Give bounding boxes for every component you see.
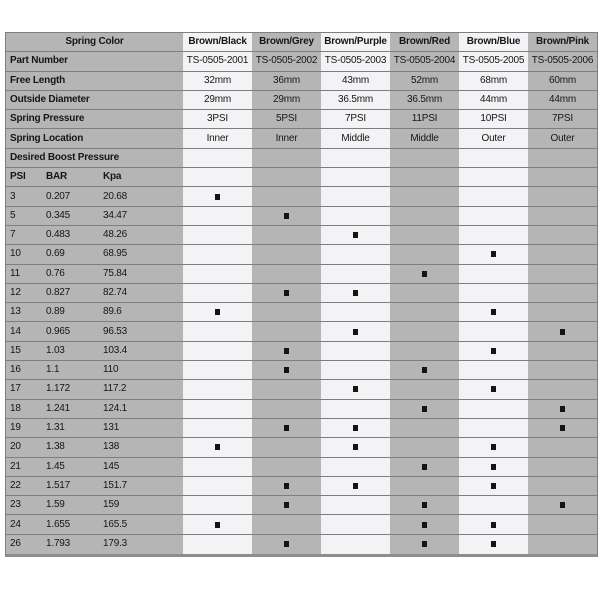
mark-cell-brown-black (183, 515, 252, 533)
boost-mark-square (353, 386, 358, 392)
mark-cell-brown-blue (459, 458, 528, 476)
mark-cell-brown-red (390, 380, 459, 398)
spec-value-brown-blue: 44mm (459, 91, 528, 109)
mark-cell-brown-pink (528, 477, 597, 495)
bar-cell: 0.827 (42, 284, 99, 302)
spec-value-brown-blue: Outer (459, 129, 528, 147)
mark-cell-brown-grey (252, 400, 321, 418)
bar-cell: 1.517 (42, 477, 99, 495)
mark-cell-brown-black (183, 400, 252, 418)
psi-cell: 14 (6, 322, 42, 340)
mark-cell-brown-purple (321, 400, 390, 418)
mark-cell-brown-pink (528, 458, 597, 476)
bar-cell: 0.69 (42, 245, 99, 263)
mark-cell-brown-grey (252, 322, 321, 340)
unit-header-psi: PSI (6, 168, 42, 186)
bar-cell: 1.1 (42, 361, 99, 379)
spec-value-brown-red: Middle (390, 129, 459, 147)
bar-cell: 0.345 (42, 207, 99, 225)
boost-mark-square (491, 444, 496, 450)
kpa-cell: 75.84 (99, 265, 183, 283)
mark-cell-brown-purple (321, 303, 390, 321)
boost-mark-square (353, 444, 358, 450)
mark-cell-brown-red (390, 458, 459, 476)
psi-cell: 13 (6, 303, 42, 321)
empty-cell (390, 149, 459, 167)
boost-mark-square (422, 271, 427, 277)
mark-cell-brown-pink (528, 438, 597, 456)
boost-row-psi-19 (6, 419, 597, 438)
mark-cell-brown-red (390, 207, 459, 225)
boost-mark-square (353, 329, 358, 335)
mark-cell-brown-red (390, 438, 459, 456)
spec-value-brown-black: 32mm (183, 72, 252, 90)
color-header-brown-purple: Brown/Purple (321, 33, 390, 51)
boost-mark-square (284, 290, 289, 296)
boost-mark-square (491, 464, 496, 470)
empty-cell (183, 149, 252, 167)
spec-value-brown-pink: 44mm (528, 91, 597, 109)
mark-cell-brown-grey (252, 303, 321, 321)
bar-cell: 1.793 (42, 535, 99, 554)
psi-cell: 23 (6, 496, 42, 514)
mark-cell-brown-grey (252, 361, 321, 379)
kpa-cell: 117.2 (99, 380, 183, 398)
mark-cell-brown-pink (528, 207, 597, 225)
psi-cell: 15 (6, 342, 42, 360)
mark-cell-brown-red (390, 342, 459, 360)
empty-cell (252, 149, 321, 167)
psi-cell: 17 (6, 380, 42, 398)
spec-row-spring-location (6, 129, 597, 148)
kpa-cell: 68.95 (99, 245, 183, 263)
mark-cell-brown-grey (252, 515, 321, 533)
boost-mark-square (491, 483, 496, 489)
unit-header-bar: BAR (42, 168, 99, 186)
mark-cell-brown-blue (459, 477, 528, 495)
boost-mark-square (422, 464, 427, 470)
color-header-brown-red: Brown/Red (390, 33, 459, 51)
spec-value-brown-purple: TS-0505-2003 (321, 52, 390, 70)
mark-cell-brown-black (183, 284, 252, 302)
mark-cell-brown-purple (321, 458, 390, 476)
mark-cell-brown-red (390, 496, 459, 514)
boost-mark-square (284, 213, 289, 219)
boost-mark-square (491, 309, 496, 315)
mark-cell-brown-purple (321, 515, 390, 533)
mark-cell-brown-blue (459, 515, 528, 533)
psi-cell: 24 (6, 515, 42, 533)
mark-cell-brown-black (183, 496, 252, 514)
boost-mark-square (422, 406, 427, 412)
mark-cell-brown-red (390, 284, 459, 302)
mark-cell-brown-grey (252, 187, 321, 205)
mark-cell-brown-pink (528, 245, 597, 263)
boost-row-psi-26 (6, 535, 597, 554)
spec-value-brown-black: TS-0505-2001 (183, 52, 252, 70)
mark-cell-brown-black (183, 380, 252, 398)
spec-value-brown-blue: TS-0505-2005 (459, 52, 528, 70)
bar-cell: 1.59 (42, 496, 99, 514)
spec-value-brown-blue: 10PSI (459, 110, 528, 128)
psi-cell: 12 (6, 284, 42, 302)
spec-value-brown-purple: 36.5mm (321, 91, 390, 109)
mark-cell-brown-purple (321, 380, 390, 398)
spec-value-brown-grey: Inner (252, 129, 321, 147)
mark-cell-brown-red (390, 477, 459, 495)
empty-cell (390, 168, 459, 186)
mark-cell-brown-purple (321, 265, 390, 283)
spec-value-brown-black: Inner (183, 129, 252, 147)
kpa-cell: 151.7 (99, 477, 183, 495)
psi-cell: 26 (6, 535, 42, 554)
mark-cell-brown-black (183, 245, 252, 263)
boost-mark-square (284, 502, 289, 508)
spec-label: Spring Location (6, 129, 183, 147)
kpa-cell: 110 (99, 361, 183, 379)
kpa-cell: 96.53 (99, 322, 183, 340)
mark-cell-brown-blue (459, 496, 528, 514)
kpa-cell: 20.68 (99, 187, 183, 205)
spec-value-brown-grey: 29mm (252, 91, 321, 109)
mark-cell-brown-grey (252, 342, 321, 360)
boost-mark-square (353, 425, 358, 431)
boost-row-psi-3 (6, 187, 597, 206)
psi-cell: 22 (6, 477, 42, 495)
boost-mark-square (284, 483, 289, 489)
mark-cell-brown-pink (528, 515, 597, 533)
spec-value-brown-pink: Outer (528, 129, 597, 147)
mark-cell-brown-grey (252, 226, 321, 244)
psi-cell: 5 (6, 207, 42, 225)
psi-cell: 3 (6, 187, 42, 205)
psi-cell: 21 (6, 458, 42, 476)
mark-cell-brown-black (183, 342, 252, 360)
mark-cell-brown-pink (528, 496, 597, 514)
psi-cell: 18 (6, 400, 42, 418)
mark-cell-brown-pink (528, 303, 597, 321)
spec-value-brown-pink: 60mm (528, 72, 597, 90)
kpa-cell: 89.6 (99, 303, 183, 321)
mark-cell-brown-purple (321, 245, 390, 263)
mark-cell-brown-blue (459, 187, 528, 205)
kpa-cell: 145 (99, 458, 183, 476)
mark-cell-brown-blue (459, 245, 528, 263)
spec-label: Part Number (6, 52, 183, 70)
spec-value-brown-grey: TS-0505-2002 (252, 52, 321, 70)
empty-cell (183, 168, 252, 186)
mark-cell-brown-blue (459, 342, 528, 360)
mark-cell-brown-blue (459, 226, 528, 244)
empty-cell (252, 168, 321, 186)
spec-label: Spring Pressure (6, 110, 183, 128)
kpa-cell: 179.3 (99, 535, 183, 554)
spec-value-brown-red: 36.5mm (390, 91, 459, 109)
mark-cell-brown-pink (528, 535, 597, 554)
boost-row-psi-24 (6, 515, 597, 534)
boost-row-psi-13 (6, 303, 597, 322)
mark-cell-brown-purple (321, 187, 390, 205)
mark-cell-brown-black (183, 477, 252, 495)
boost-row-psi-14 (6, 322, 597, 341)
boost-mark-square (215, 522, 220, 528)
mark-cell-brown-purple (321, 284, 390, 302)
unit-header-row (6, 168, 597, 187)
spring-spec-table (5, 32, 598, 557)
psi-cell: 16 (6, 361, 42, 379)
boost-mark-square (422, 522, 427, 528)
spec-value-brown-grey: 36mm (252, 72, 321, 90)
bar-cell: 1.241 (42, 400, 99, 418)
spec-value-brown-red: TS-0505-2004 (390, 52, 459, 70)
boost-mark-square (560, 425, 565, 431)
psi-cell: 20 (6, 438, 42, 456)
mark-cell-brown-blue (459, 380, 528, 398)
mark-cell-brown-black (183, 361, 252, 379)
mark-cell-brown-pink (528, 265, 597, 283)
mark-cell-brown-purple (321, 496, 390, 514)
empty-cell (321, 149, 390, 167)
boost-row-psi-15 (6, 342, 597, 361)
spec-value-brown-grey: 5PSI (252, 110, 321, 128)
mark-cell-brown-purple (321, 342, 390, 360)
kpa-cell: 165.5 (99, 515, 183, 533)
mark-cell-brown-blue (459, 400, 528, 418)
spec-value-brown-blue: 68mm (459, 72, 528, 90)
boost-mark-square (284, 348, 289, 354)
mark-cell-brown-blue (459, 322, 528, 340)
mark-cell-brown-pink (528, 342, 597, 360)
mark-cell-brown-blue (459, 438, 528, 456)
spec-value-brown-pink: 7PSI (528, 110, 597, 128)
bar-cell: 1.45 (42, 458, 99, 476)
mark-cell-brown-grey (252, 284, 321, 302)
boost-mark-square (353, 290, 358, 296)
kpa-cell: 34.47 (99, 207, 183, 225)
mark-cell-brown-pink (528, 419, 597, 437)
bar-cell: 0.207 (42, 187, 99, 205)
spec-value-brown-black: 3PSI (183, 110, 252, 128)
mark-cell-brown-red (390, 245, 459, 263)
mark-cell-brown-purple (321, 226, 390, 244)
mark-cell-brown-pink (528, 361, 597, 379)
spec-value-brown-purple: 7PSI (321, 110, 390, 128)
boost-mark-square (353, 232, 358, 238)
mark-cell-brown-grey (252, 265, 321, 283)
mark-cell-brown-red (390, 419, 459, 437)
mark-cell-brown-black (183, 458, 252, 476)
boost-row-psi-23 (6, 496, 597, 515)
mark-cell-brown-blue (459, 303, 528, 321)
mark-cell-brown-purple (321, 477, 390, 495)
spec-value-brown-red: 52mm (390, 72, 459, 90)
mark-cell-brown-black (183, 187, 252, 205)
boost-row-psi-22 (6, 477, 597, 496)
boost-mark-square (491, 251, 496, 257)
psi-cell: 7 (6, 226, 42, 244)
empty-cell (528, 168, 597, 186)
bar-cell: 1.655 (42, 515, 99, 533)
mark-cell-brown-red (390, 226, 459, 244)
boost-mark-square (491, 522, 496, 528)
section-row-desired-boost-pressure (6, 149, 597, 168)
color-header-brown-black: Brown/Black (183, 33, 252, 51)
boost-row-psi-21 (6, 458, 597, 477)
kpa-cell: 48.26 (99, 226, 183, 244)
mark-cell-brown-black (183, 303, 252, 321)
boost-row-psi-10 (6, 245, 597, 264)
kpa-cell: 82.74 (99, 284, 183, 302)
mark-cell-brown-black (183, 438, 252, 456)
spec-row-outside-diameter (6, 91, 597, 110)
boost-mark-square (284, 367, 289, 373)
boost-mark-square (560, 329, 565, 335)
mark-cell-brown-pink (528, 380, 597, 398)
boost-mark-square (353, 483, 358, 489)
mark-cell-brown-blue (459, 265, 528, 283)
color-header-brown-pink: Brown/Pink (528, 33, 597, 51)
empty-cell (459, 149, 528, 167)
mark-cell-brown-black (183, 535, 252, 554)
bar-cell: 0.965 (42, 322, 99, 340)
boost-row-psi-12 (6, 284, 597, 303)
color-header-brown-grey: Brown/Grey (252, 33, 321, 51)
boost-mark-square (284, 541, 289, 547)
boost-row-psi-11 (6, 265, 597, 284)
boost-mark-square (422, 502, 427, 508)
boost-mark-square (422, 541, 427, 547)
kpa-cell: 124.1 (99, 400, 183, 418)
boost-mark-square (560, 406, 565, 412)
psi-cell: 19 (6, 419, 42, 437)
mark-cell-brown-grey (252, 207, 321, 225)
boost-mark-square (284, 425, 289, 431)
spec-row-spring-pressure (6, 110, 597, 129)
spec-value-brown-black: 29mm (183, 91, 252, 109)
mark-cell-brown-purple (321, 535, 390, 554)
spec-value-brown-pink: TS-0505-2006 (528, 52, 597, 70)
mark-cell-brown-grey (252, 535, 321, 554)
boost-mark-square (215, 444, 220, 450)
boost-mark-square (422, 367, 427, 373)
boost-row-psi-16 (6, 361, 597, 380)
spec-row-part-number (6, 52, 597, 71)
mark-cell-brown-red (390, 187, 459, 205)
mark-cell-brown-black (183, 226, 252, 244)
mark-cell-brown-blue (459, 284, 528, 302)
mark-cell-brown-purple (321, 361, 390, 379)
bar-cell: 1.38 (42, 438, 99, 456)
kpa-cell: 131 (99, 419, 183, 437)
mark-cell-brown-grey (252, 477, 321, 495)
mark-cell-brown-blue (459, 419, 528, 437)
section-label: Desired Boost Pressure (6, 149, 183, 167)
boost-mark-square (215, 194, 220, 200)
mark-cell-brown-pink (528, 226, 597, 244)
boost-mark-square (491, 541, 496, 547)
boost-mark-square (491, 386, 496, 392)
mark-cell-brown-black (183, 265, 252, 283)
mark-cell-brown-purple (321, 207, 390, 225)
mark-cell-brown-blue (459, 207, 528, 225)
mark-cell-brown-grey (252, 438, 321, 456)
boost-mark-square (215, 309, 220, 315)
bar-cell: 1.172 (42, 380, 99, 398)
mark-cell-brown-purple (321, 438, 390, 456)
unit-header-kpa: Kpa (99, 168, 183, 186)
kpa-cell: 159 (99, 496, 183, 514)
bar-cell: 0.483 (42, 226, 99, 244)
mark-cell-brown-grey (252, 496, 321, 514)
bar-cell: 1.03 (42, 342, 99, 360)
psi-cell: 11 (6, 265, 42, 283)
mark-cell-brown-black (183, 207, 252, 225)
boost-row-psi-18 (6, 400, 597, 419)
kpa-cell: 103.4 (99, 342, 183, 360)
mark-cell-brown-pink (528, 400, 597, 418)
mark-cell-brown-blue (459, 535, 528, 554)
mark-cell-brown-pink (528, 284, 597, 302)
psi-cell: 10 (6, 245, 42, 263)
bar-cell: 0.76 (42, 265, 99, 283)
mark-cell-brown-grey (252, 245, 321, 263)
mark-cell-brown-pink (528, 187, 597, 205)
empty-cell (528, 149, 597, 167)
mark-cell-brown-grey (252, 458, 321, 476)
mark-cell-brown-red (390, 400, 459, 418)
kpa-cell: 138 (99, 438, 183, 456)
mark-cell-brown-pink (528, 322, 597, 340)
spec-label: Free Length (6, 72, 183, 90)
spec-label: Outside Diameter (6, 91, 183, 109)
boost-mark-square (491, 348, 496, 354)
boost-row-psi-7 (6, 226, 597, 245)
mark-cell-brown-black (183, 322, 252, 340)
bar-cell: 1.31 (42, 419, 99, 437)
boost-row-psi-5 (6, 207, 597, 226)
mark-cell-brown-red (390, 535, 459, 554)
mark-cell-brown-red (390, 265, 459, 283)
bar-cell: 0.89 (42, 303, 99, 321)
mark-cell-brown-black (183, 419, 252, 437)
mark-cell-brown-red (390, 515, 459, 533)
mark-cell-brown-purple (321, 419, 390, 437)
boost-mark-square (560, 502, 565, 508)
boost-row-psi-17 (6, 380, 597, 399)
spec-value-brown-purple: 43mm (321, 72, 390, 90)
header-row (6, 33, 597, 52)
mark-cell-brown-grey (252, 419, 321, 437)
spec-value-brown-red: 11PSI (390, 110, 459, 128)
mark-cell-brown-red (390, 322, 459, 340)
mark-cell-brown-red (390, 303, 459, 321)
empty-cell (459, 168, 528, 186)
empty-cell (321, 168, 390, 186)
color-header-brown-blue: Brown/Blue (459, 33, 528, 51)
mark-cell-brown-purple (321, 322, 390, 340)
spec-row-free-length (6, 72, 597, 91)
mark-cell-brown-blue (459, 361, 528, 379)
mark-cell-brown-red (390, 361, 459, 379)
mark-cell-brown-grey (252, 380, 321, 398)
boost-row-psi-20 (6, 438, 597, 457)
spec-value-brown-purple: Middle (321, 129, 390, 147)
spring-color-header: Spring Color (6, 33, 183, 51)
